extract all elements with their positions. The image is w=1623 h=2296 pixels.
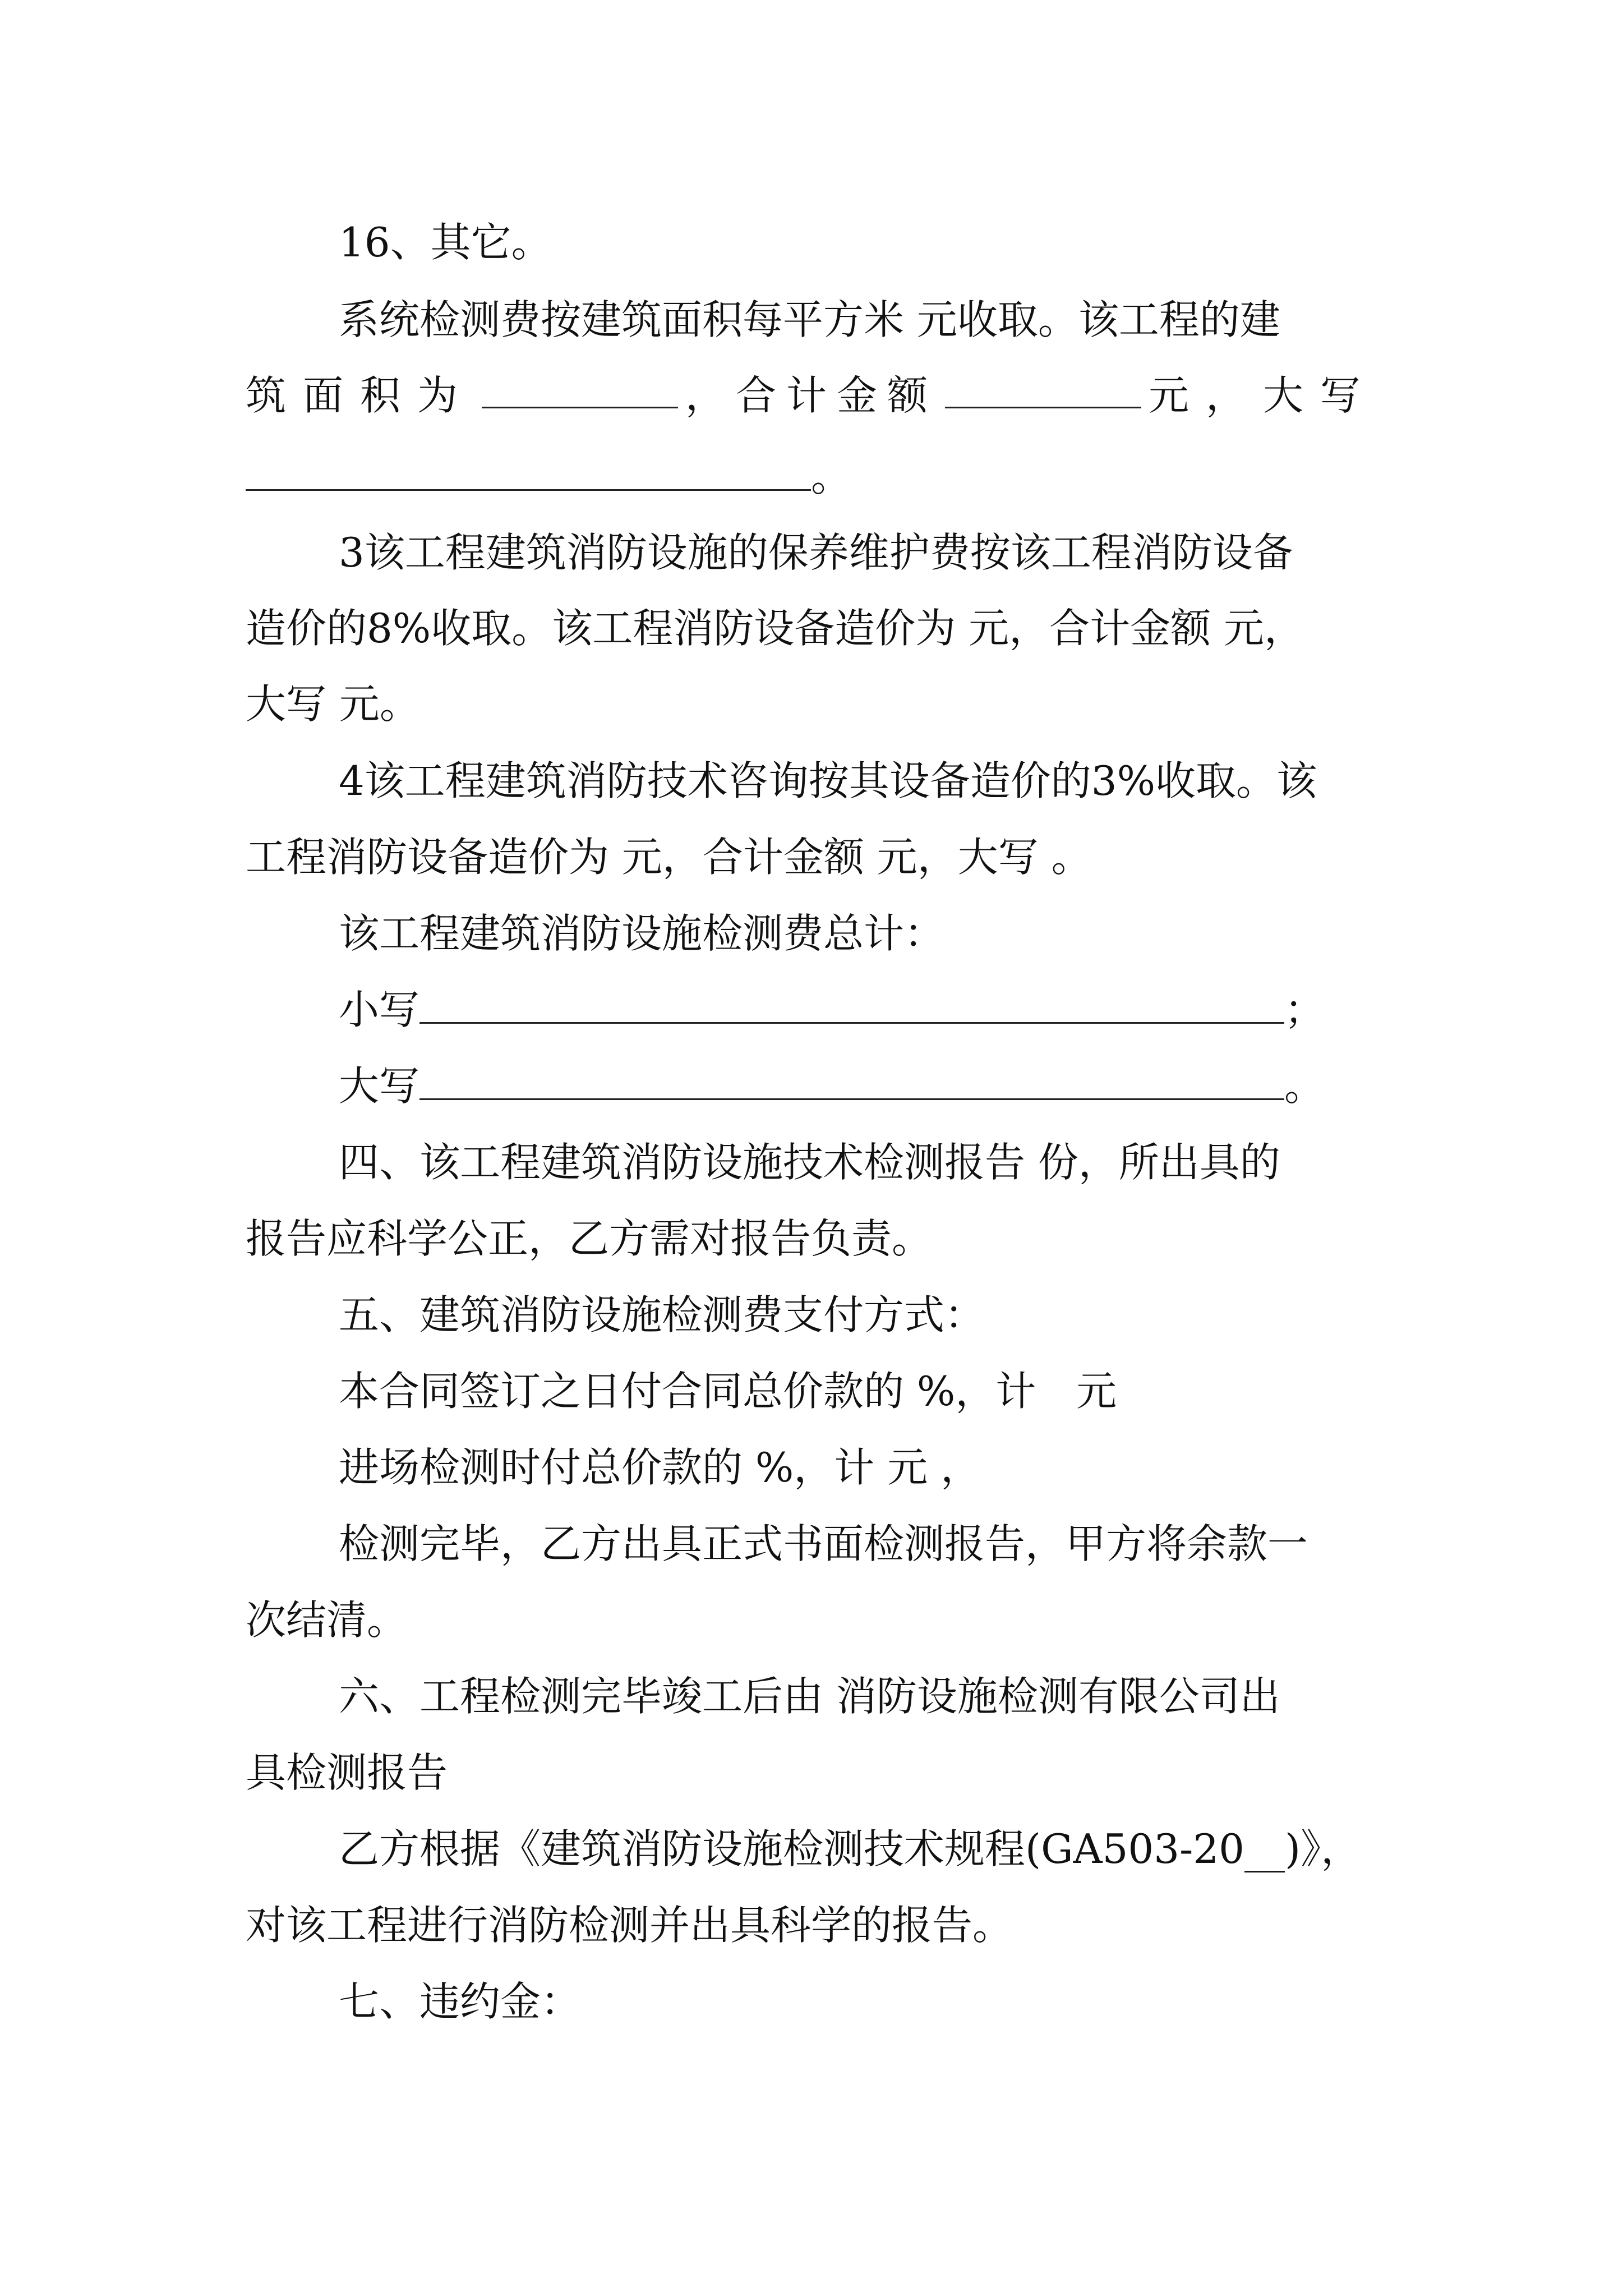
- payment-term-1: 本合同签订之日付合同总价款的 %，计 元: [339, 1368, 1117, 1415]
- section-6-line-2: 具检测报告: [246, 1749, 448, 1796]
- payment-term-3-line-2: 次结清。: [246, 1596, 408, 1644]
- payment-term-2: 进场检测时付总价款的 %，计 元 ，: [339, 1444, 981, 1491]
- semicolon-mark: ；: [1284, 986, 1325, 1033]
- clause-16-heading: 16、其它。: [339, 219, 552, 266]
- section-5-heading: 五、建筑消防设施检测费支付方式：: [339, 1291, 985, 1338]
- clause-fee-line-3: [0, 443, 1623, 510]
- standard-reference-line-2: 对该工程进行消防检测并出具科学的报告。: [246, 1902, 1013, 1949]
- uppercase-total-blank[interactable]: [419, 1053, 1284, 1100]
- clause-4-line-2: 工程消防设备造价为 元，合计金额 元，大写 。: [246, 834, 1092, 881]
- clause-3-line-1: 3该工程建筑消防设施的保养维护费按该工程消防设备: [339, 529, 1293, 576]
- uppercase-total-line: [0, 1052, 1623, 1120]
- lowercase-label: 小写: [339, 986, 420, 1033]
- line-end-mark: 。: [811, 453, 852, 500]
- total-amount-label: ，合计金额: [685, 372, 938, 419]
- section-4-line-2: 报告应科学公正，乙方需对报告负责。: [246, 1215, 933, 1262]
- section-6-line-1: 六、工程检测完毕竣工后由 消防设施检测有限公司出: [339, 1673, 1280, 1720]
- payment-term-3-line-1: 检测完毕，乙方出具正式书面检测报告，甲方将余款一: [339, 1520, 1308, 1567]
- lowercase-total-line: [0, 976, 1623, 1043]
- section-7-heading: 七、违约金：: [339, 1978, 582, 2025]
- area-label: 筑面积为: [246, 372, 475, 419]
- section-4-line-1: 四、该工程建筑消防设施技术检测报告 份，所出具的: [339, 1139, 1280, 1186]
- uppercase-label: 元，大写: [1148, 372, 1377, 419]
- lowercase-total-blank[interactable]: [419, 977, 1284, 1024]
- total-amount-blank[interactable]: [945, 362, 1141, 408]
- area-blank[interactable]: [482, 362, 678, 408]
- clause-3-line-3: 大写 元。: [246, 680, 420, 728]
- clause-3-line-2: 造价的8%收取。该工程消防设备造价为 元，合计金额 元，: [246, 605, 1304, 652]
- period-mark: 。: [1284, 1062, 1325, 1110]
- standard-reference-line-1: 乙方根据《建筑消防设施检测技术规程(GA503-20__)》，: [339, 1825, 1362, 1872]
- total-fee-heading: 该工程建筑消防设施检测费总计：: [339, 910, 945, 957]
- clause-4-line-1: 4该工程建筑消防技术咨询按其设备造价的3%收取。该: [339, 757, 1317, 804]
- uppercase-total-label: 大写: [339, 1062, 420, 1110]
- clause-fee-line-2: [0, 362, 1623, 429]
- uppercase-amount-blank[interactable]: [246, 444, 811, 491]
- clause-fee-line-1: 系统检测费按建筑面积每平方米 元收取。该工程的建: [339, 296, 1280, 343]
